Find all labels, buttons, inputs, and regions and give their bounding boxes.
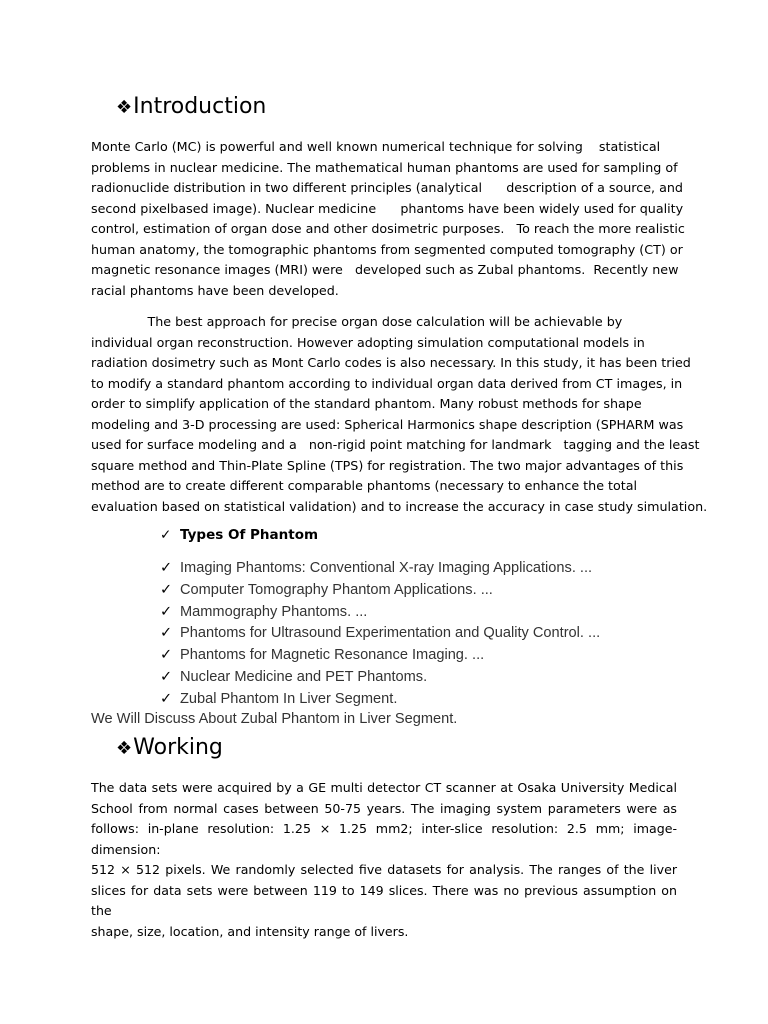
text-line: individual organ reconstruction. However adopting simulation computational models in — [91, 334, 645, 350]
introduction-heading — [116, 94, 266, 119]
introduction-paragraph-2 — [91, 312, 708, 517]
text-line: used for surface modeling and a non-rigid point matching for landmark tagging and the least — [91, 437, 700, 452]
text-line: shape, size, location, and intensity range of livers. — [91, 923, 409, 939]
list-item-text: Zubal Phantom In Liver Segment. — [180, 690, 398, 707]
list-item — [160, 667, 600, 689]
checkmark-icon: ✓ — [160, 647, 173, 664]
list-item-text: Mammography Phantoms. ... — [180, 603, 368, 620]
introduction-paragraph-1 — [91, 137, 685, 301]
phantom-types-list — [160, 558, 600, 711]
text-line: order to simplify application of the standard phantom. Many robust methods for shape — [91, 396, 642, 411]
text-line: modeling and 3-D processing are used: Spherical Harmonics shape description (SPHARM was — [91, 416, 684, 432]
list-item — [160, 602, 600, 624]
text-line: human anatomy, the tomographic phantoms from segmented computed tomography (CT) or — [91, 241, 683, 257]
text-line: School from normal cases between 50-75 years. The imaging system parameters were as — [91, 800, 677, 816]
checkmark-icon: ✓ — [160, 625, 173, 642]
text-line: method are to create different comparable phantoms (necessary to enhance the total — [91, 478, 638, 493]
closing-statement: We Will Discuss About Zubal Phantom in Liver Segment. — [91, 711, 458, 727]
text-line: racial phantoms have been developed. — [91, 282, 339, 298]
working-paragraph — [91, 778, 677, 942]
text-line: 512 × 512 pixels. We randomly selected five datasets for analysis. The ranges of the liver — [91, 862, 677, 877]
checkmark-icon: ✓ — [160, 603, 173, 620]
introduction-title: Introduction — [133, 94, 267, 119]
checkmark-icon: ✓ — [160, 581, 173, 598]
types-of-phantom-heading — [160, 527, 318, 543]
list-item — [160, 689, 600, 711]
text-line: The data sets were acquired by a GE multi detector CT scanner at Osaka University Medical — [91, 780, 677, 795]
list-item-text: Phantoms for Ultrasound Experimentation and Quality Control. ... — [180, 625, 601, 642]
checkmark-icon: ✓ — [160, 560, 173, 576]
text-line: evaluation based on statistical validation) and to increase the accuracy in case study simulation. — [91, 498, 708, 514]
text-line: magnetic resonance images (MRI) were developed such as Zubal phantoms. Recently new — [91, 262, 679, 277]
list-item — [160, 623, 600, 645]
text-line: problems in nuclear medicine. The mathematical human phantoms are used for sampling of — [91, 159, 678, 175]
checkmark-icon: ✓ — [160, 668, 173, 685]
checkmark-icon: ✓ — [160, 690, 173, 707]
text-line: radiation dosimetry such as Mont Carlo codes is also necessary. In this study, it has been tried — [91, 355, 691, 370]
text-line: square method and Thin-Plate Spline (TPS) for registration. The two major advantages of this — [91, 457, 684, 473]
working-heading — [116, 735, 223, 760]
text-line: radionuclide distribution in two different principles (analytical description of a source, and — [91, 180, 683, 195]
list-item-text: Nuclear Medicine and PET Phantoms. — [180, 668, 428, 685]
text-line: The best approach for precise organ dose calculation will be achievable by — [91, 314, 623, 329]
text-line: Monte Carlo (MC) is powerful and well known numerical technique for solving statistical — [91, 139, 661, 154]
text-line: second pixelbased image). Nuclear medicine phantoms have been widely used for quality — [91, 200, 684, 216]
list-item — [160, 580, 600, 602]
text-line: to modify a standard phantom according to individual organ data derived from CT images, in — [91, 375, 683, 391]
list-item — [160, 645, 600, 667]
list-item-text: Imaging Phantoms: Conventional X-ray Imaging Applications. ... — [180, 560, 593, 576]
checkmark-icon: ✓ — [160, 527, 172, 543]
list-item-text: Computer Tomography Phantom Applications. ... — [180, 581, 493, 598]
diamond-bullet-icon: ❖ — [116, 97, 133, 118]
diamond-bullet-icon: ❖ — [116, 738, 133, 759]
text-line: slices for data sets were between 119 to 149 slices. There was no previous assumption on the — [91, 882, 677, 918]
text-line: follows: in-plane resolution: 1.25 × 1.25 mm2; inter-slice resolution: 2.5 mm; image-dimension: — [91, 821, 677, 857]
types-heading-text: Types Of Phantom — [180, 527, 319, 543]
list-item — [160, 558, 600, 580]
text-line: control, estimation of organ dose and other dosimetric purposes. To reach the more realistic — [91, 221, 685, 236]
working-title: Working — [133, 735, 223, 760]
list-item-text: Phantoms for Magnetic Resonance Imaging. ... — [180, 647, 485, 664]
